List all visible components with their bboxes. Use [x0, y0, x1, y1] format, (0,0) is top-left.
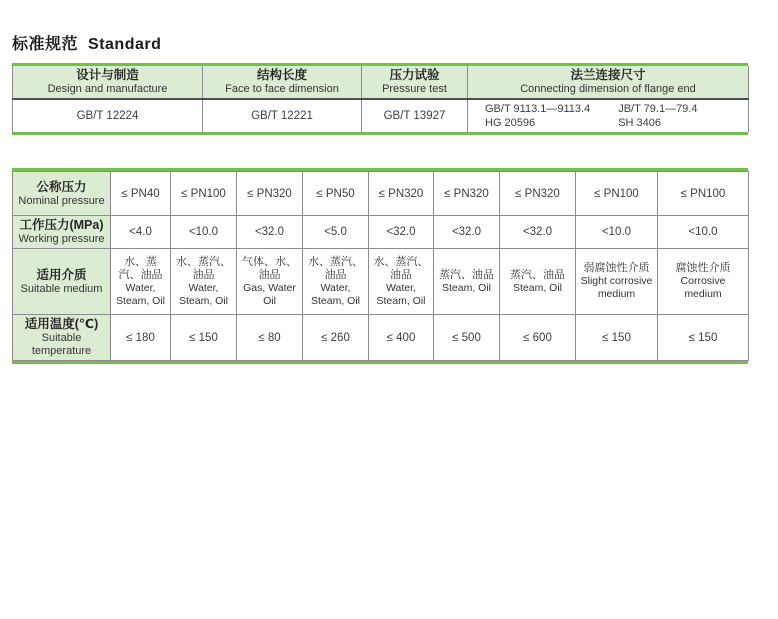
header-face-to-face: [203, 66, 362, 99]
working-pressure-value: <32.0: [369, 216, 434, 249]
medium-zh: 蒸汽、油品: [510, 268, 565, 281]
temperature-value: ≤ 260: [303, 315, 369, 361]
header-pressure-test: [362, 66, 468, 99]
flange-standard-value: [468, 99, 749, 132]
row-header-zh: 工作压力(MPa): [19, 218, 104, 232]
flange-standard-line: SH 3406: [618, 117, 661, 129]
header-en: Connecting dimension of flange end: [520, 83, 696, 95]
standard-value: GB/T 12224: [13, 99, 203, 132]
working-pressure-value: <10.0: [171, 216, 237, 249]
standards-value-row: [13, 99, 749, 132]
row-header-suitable-medium: [13, 249, 111, 315]
temperature-value: ≤ 80: [237, 315, 303, 361]
header-zh: 法兰连接尺寸: [570, 68, 646, 82]
page-title-zh: 标准规范: [12, 36, 79, 53]
header-en: Pressure test: [382, 83, 447, 95]
medium-en: Water, Steam, Oil: [310, 281, 360, 307]
medium-en: Water, Steam, Oil: [376, 281, 426, 307]
row-header-zh: 公称压力: [36, 179, 87, 194]
nominal-pressure-value: ≤ PN320: [500, 172, 576, 216]
working-pressure-value: <32.0: [237, 216, 303, 249]
page-title: [12, 31, 778, 54]
working-pressure-value: <10.0: [658, 216, 749, 249]
nominal-pressure-value: ≤ PN50: [303, 172, 369, 216]
working-pressure-value: <32.0: [434, 216, 500, 249]
temperature-value: ≤ 150: [658, 315, 749, 361]
row-header-zh: 适用温度(℃): [24, 317, 99, 331]
header-en: Design and manufacture: [47, 83, 168, 95]
nominal-pressure-value: ≤ PN320: [434, 172, 500, 216]
suitable-temperature-row: [13, 315, 749, 361]
nominal-pressure-value: ≤ PN40: [111, 172, 171, 216]
header-zh: 压力试验: [389, 68, 440, 82]
nominal-pressure-row: [13, 172, 749, 216]
medium-en: Water, Steam, Oil: [178, 281, 228, 307]
medium-value: [111, 249, 171, 315]
medium-zh: 气体、水、油品: [242, 255, 297, 281]
medium-value: [434, 249, 500, 315]
working-pressure-row: [13, 216, 749, 249]
medium-zh: 水、蒸汽、油品: [176, 255, 231, 281]
row-header-en: Suitable medium: [20, 282, 103, 295]
working-pressure-value: <5.0: [303, 216, 369, 249]
header-en: Face to face dimension: [225, 83, 339, 95]
medium-value: [500, 249, 576, 315]
header-zh: 设计与制造: [76, 68, 139, 82]
temperature-value: ≤ 150: [171, 315, 237, 361]
temperature-value: ≤ 500: [434, 315, 500, 361]
medium-zh: 腐蚀性介质: [675, 262, 731, 274]
row-header-en: Working pressure: [18, 233, 105, 245]
header-flange-dimension: [468, 66, 749, 99]
nominal-pressure-value: ≤ PN100: [171, 172, 237, 216]
temperature-value: ≤ 180: [111, 315, 171, 361]
flange-standards-left: [485, 102, 590, 130]
row-header-en: Nominal pressure: [18, 194, 105, 207]
medium-value: [171, 249, 237, 315]
medium-value: [303, 249, 369, 315]
temperature-value: ≤ 400: [369, 315, 434, 361]
medium-zh: 水、蒸汽、油品: [118, 255, 163, 281]
working-pressure-value: <32.0: [500, 216, 576, 249]
medium-value: [658, 249, 749, 315]
medium-en: Steam, Oil: [512, 281, 562, 294]
header-zh: 结构长度: [256, 68, 307, 82]
row-header-working-pressure: [13, 216, 111, 249]
standards-table: [12, 63, 748, 135]
medium-en: Corrosive medium: [680, 275, 726, 300]
medium-value: [369, 249, 434, 315]
medium-value: [237, 249, 303, 315]
medium-en: Steam, Oil: [441, 281, 491, 294]
nominal-pressure-value: ≤ PN100: [576, 172, 658, 216]
medium-zh: 水、蒸汽、油品: [308, 255, 363, 281]
nominal-pressure-value: ≤ PN100: [658, 172, 749, 216]
medium-en: Slight corrosive medium: [580, 275, 653, 300]
temperature-value: ≤ 600: [500, 315, 576, 361]
specification-table: [12, 168, 748, 364]
row-header-en: Suitable temperature: [31, 332, 92, 357]
page-title-en: Standard: [88, 36, 162, 53]
temperature-value: ≤ 150: [576, 315, 658, 361]
flange-standard-line: JB/T 79.1—79.4: [618, 103, 698, 115]
suitable-medium-row: [13, 249, 749, 315]
medium-zh: 蒸汽、油品: [439, 268, 494, 281]
medium-zh: 弱腐蚀性介质: [583, 262, 650, 274]
standards-header-row: [13, 66, 749, 99]
flange-standard-line: HG 20596: [485, 117, 536, 129]
medium-value: [576, 249, 658, 315]
working-pressure-value: <10.0: [576, 216, 658, 249]
standard-value: GB/T 12221: [203, 99, 362, 132]
flange-standards-right: [618, 102, 697, 130]
medium-en: Water, Steam, Oil: [115, 281, 165, 307]
nominal-pressure-value: ≤ PN320: [369, 172, 434, 216]
working-pressure-value: <4.0: [111, 216, 171, 249]
header-design-manufacture: [13, 66, 203, 99]
medium-en: Gas, Water Oil: [243, 281, 296, 307]
row-header-zh: 适用介质: [36, 267, 87, 282]
nominal-pressure-value: ≤ PN320: [237, 172, 303, 216]
row-header-suitable-temperature: [13, 315, 111, 361]
standard-value: GB/T 13927: [362, 99, 468, 132]
medium-zh: 水、蒸汽、油品: [373, 255, 429, 281]
flange-standard-line: GB/T 9113.1—9113.4: [485, 103, 591, 115]
row-header-nominal-pressure: [13, 172, 111, 216]
